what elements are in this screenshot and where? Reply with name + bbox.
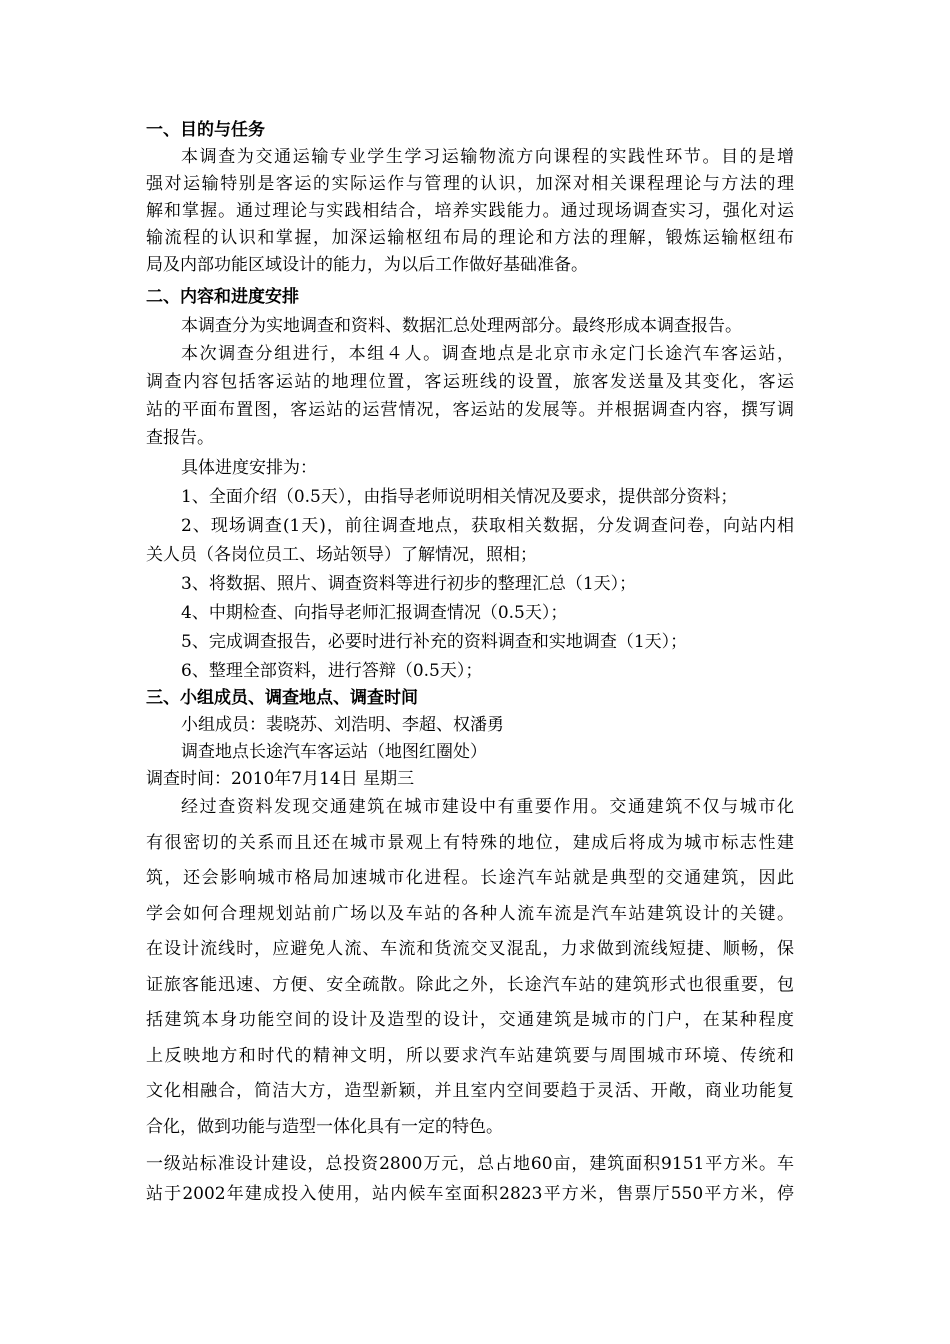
schedule-item: 3、将数据、照片、调查资料等进行初步的整理汇总（1天）； [181,574,637,594]
schedule-item: 6、整理全部资料，进行答辩（0.5天）； [181,661,483,681]
schedule-item: 1、全面介绍（0.5天），由指导老师说明相关情况及要求，提供部分资料； [181,487,738,507]
section1-line: 解和掌握。通过理论与实践相结合，培养实践能力。通过现场调查实习，强化对运 [146,201,794,221]
body-paragraph-line: 括建筑本身功能空间的设计及造型的设计，交通建筑是城市的门户，在某种程度 [146,1010,794,1030]
body-paragraph-line: 学会如何合理规划站前广场以及车站的各种人流车流是汽车站建筑设计的关键。 [146,904,794,924]
section1-heading: 一、目的与任务 [146,120,265,140]
section2-line: 查报告。 [146,428,214,448]
section1-line: 局及内部功能区域设计的能力，为以后工作做好基础准备。 [146,255,588,275]
section2-heading: 二、内容和进度安排 [146,287,299,307]
section1-line: 强对运输特别是客运的实际运作与管理的认识，加深对相关课程理论与方法的理 [146,174,794,194]
section2-line: 站的平面布置图，客运站的运营情况，客运站的发展等。并根据调查内容，撰写调 [146,400,794,420]
body-paragraph-line: 有很密切的关系而且还在城市景观上有特殊的地位，建成后将成为城市标志性建 [146,833,794,853]
body-paragraph-line: 证旅客能迅速、方便、安全疏散。除此之外，长途汽车站的建筑形式也很重要，包 [146,975,794,995]
section1-line: 本调查为交通运输专业学生学习运输物流方向课程的实践性环节。目的是增 [181,147,794,167]
body-paragraph-line: 合化，做到功能与造型一体化具有一定的特色。 [146,1117,503,1137]
schedule-intro: 具体进度安排为： [181,458,317,478]
section2-line: 本次调查分组进行，本组４人。调查地点是北京市永定门长途汽车客运站， [181,344,794,364]
survey-time: 调查时间：2010年7月14日 星期三 [146,769,415,789]
schedule-item: 5、完成调查报告，必要时进行补充的资料调查和实地调查（1天）； [181,632,688,652]
schedule-item: 4、中期检查、向指导老师汇报调查情况（0.5天）； [181,603,568,623]
schedule-item: 2、现场调查(1天)，前往调查地点，获取相关数据，分发调查问卷，向站内相 [181,516,794,536]
section1-line: 输流程的认识和掌握，加深运输枢纽布局的理论和方法的理解，锻炼运输枢纽布 [146,228,794,248]
body-paragraph-line: 文化相融合，简洁大方，造型新颖，并且室内空间要趋于灵活、开敞，商业功能复 [146,1081,794,1101]
section2-line: 调查内容包括客运站的地理位置，客运班线的设置，旅客发送量及其变化，客运 [146,372,794,392]
section2-line: 本调查分为实地调查和资料、数据汇总处理两部分。最终形成本调查报告。 [181,316,742,336]
schedule-item-continued: 关人员（各岗位员工、场站领导）了解情况，照相； [146,545,537,565]
survey-location: 调查地点长途汽车客运站（地图红圈处） [181,742,487,762]
body-paragraph-line: 在设计流线时，应避免人流、车流和货流交叉混乱，力求做到流线短捷、顺畅，保 [146,939,794,959]
group-members: 小组成员：裴晓苏、刘浩明、李超、权潘勇 [181,715,504,735]
closing-line: 站于2002年建成投入使用，站内候车室面积2823平方米，售票厅550平方米，停 [146,1184,794,1204]
body-paragraph-line: 上反映地方和时代的精神文明，所以要求汽车站建筑要与周围城市环境、传统和 [146,1046,794,1066]
section3-heading: 三、小组成员、调查地点、调查时间 [146,688,418,708]
closing-line: 一级站标准设计建设，总投资2800万元，总占地60亩，建筑面积9151平方米。车 [146,1154,794,1174]
body-paragraph-line: 经过查资料发现交通建筑在城市建设中有重要作用。交通建筑不仅与城市化 [181,797,794,817]
body-paragraph-line: 筑，还会影响城市格局加速城市化进程。长途汽车站就是典型的交通建筑，因此 [146,868,794,888]
